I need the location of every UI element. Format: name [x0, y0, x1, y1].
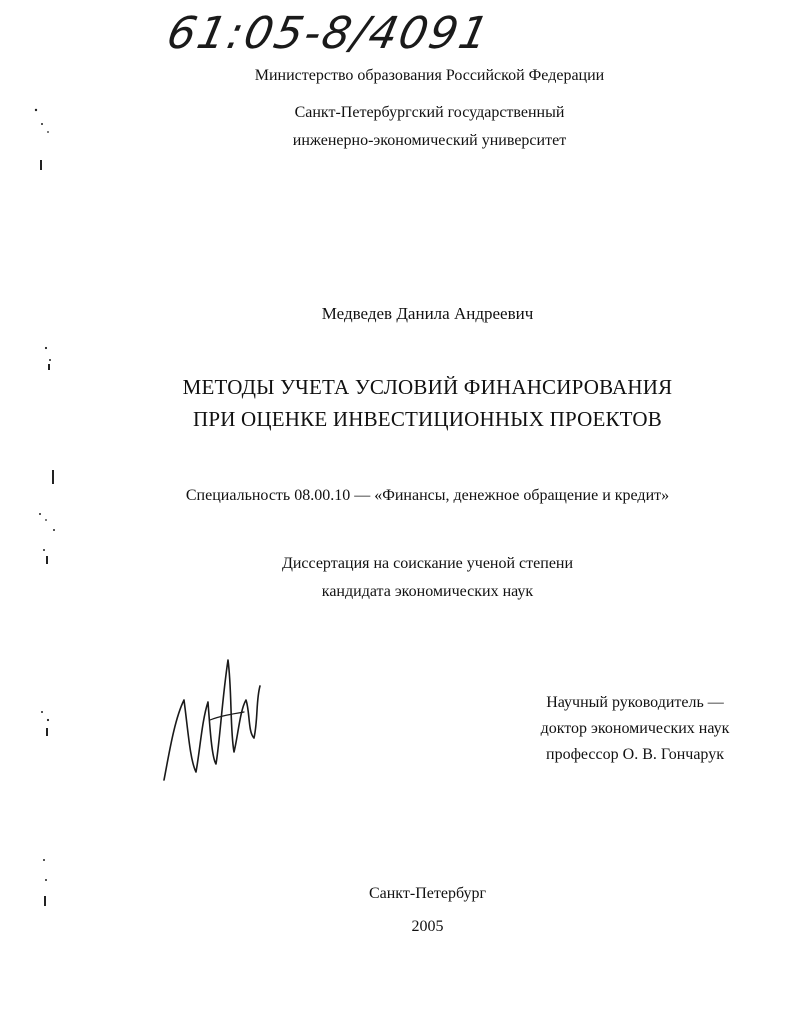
advisor-line-1: Научный руководитель —	[546, 694, 724, 711]
university-line-2: инженерно-экономический университет	[292, 132, 567, 149]
advisor-line-3: профессор О. В. Гончарук	[546, 746, 724, 763]
thesis-title-line-2: ПРИ ОЦЕНКЕ ИНВЕСТИЦИОННЫХ ПРОЕКТОВ	[192, 407, 662, 431]
author-name: Медведев Данила Андреевич	[321, 304, 534, 323]
signature-image	[150, 640, 270, 800]
city: Санкт-Петербург	[368, 885, 487, 902]
specialty: Специальность 08.00.10 — «Финансы, денежное обращение и кредит»	[185, 487, 670, 504]
handwritten-catalog-code: 61:05-8/4091	[162, 8, 495, 59]
university-line-1: Санкт-Петербургский государственный	[294, 104, 565, 121]
binding-hole-marks	[0, 0, 70, 1034]
year: 2005	[411, 918, 444, 935]
ministry-name: Министерство образования Российской Федерации	[254, 67, 605, 84]
advisor-line-2: доктор экономических наук	[540, 720, 730, 737]
dissertation-line-1: Диссертация на соискание ученой степени	[281, 555, 574, 572]
thesis-title-line-1: МЕТОДЫ УЧЕТА УСЛОВИЙ ФИНАНСИРОВАНИЯ	[182, 375, 673, 399]
scientific-advisor-block	[500, 690, 770, 768]
dissertation-line-2: кандидата экономических наук	[321, 583, 534, 600]
